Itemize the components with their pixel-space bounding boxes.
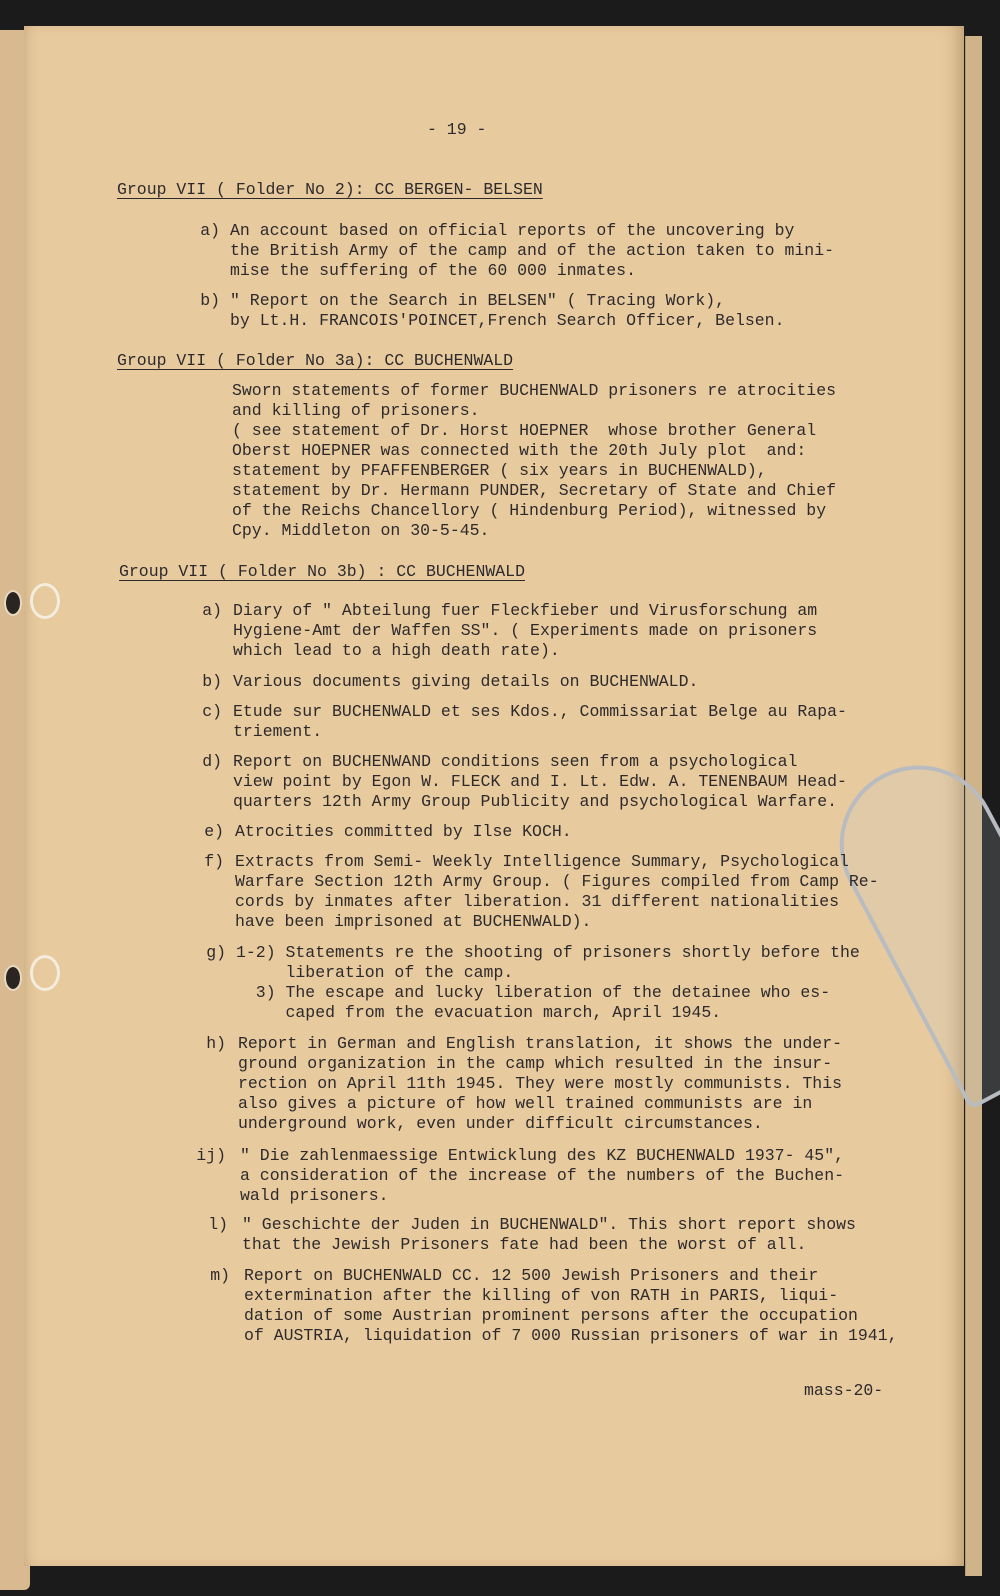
paragraph-line: of the Reichs Chancellory ( Hindenburg Period), witnessed by: [232, 501, 827, 520]
item-line: dation of some Austrian prominent persons after the occupation: [244, 1306, 858, 1325]
item-line: An account based on official reports of the uncovering by: [230, 221, 795, 240]
paragraph-line: Cpy. Middleton on 30-5-45.: [232, 521, 490, 540]
item-line: liberation of the camp.: [236, 963, 514, 982]
item-marker: c): [202, 702, 222, 721]
item-line: Report in German and English translation, it shows the under-: [238, 1034, 842, 1053]
item-line: view point by Egon W. FLECK and I. Lt. Edw. A. TENENBAUM Head-: [233, 772, 847, 791]
item-line: Etude sur BUCHENWALD et ses Kdos., Commissariat Belge au Rapa-: [233, 702, 847, 721]
item-line: a consideration of the increase of the numbers of the Buchen-: [240, 1166, 844, 1185]
item-line: cords by inmates after liberation. 31 different nationalities: [235, 892, 839, 911]
item-marker: m): [210, 1266, 230, 1285]
section-heading: Group VII ( Folder No 3a): CC BUCHENWALD: [117, 351, 514, 370]
item-line: mise the suffering of the 60 000 inmates.: [230, 261, 636, 280]
paragraph-line: and killing of prisoners.: [232, 401, 480, 420]
item-line: wald prisoners.: [240, 1186, 389, 1205]
item-line: rection on April 11th 1945. They were mostly communists. This: [238, 1074, 842, 1093]
item-line: Warfare Section 12th Army Group. ( Figures compiled from Camp Re-: [235, 872, 879, 891]
item-line: Diary of " Abteilung fuer Fleckfieber und Virusforschung am: [233, 601, 818, 620]
item-line: " Report on the Search in BELSEN" ( Tracing Work),: [230, 291, 726, 310]
paragraph-line: statement by Dr. Hermann PUNDER, Secretary of State and Chief: [232, 481, 836, 500]
item-line: caped from the evacuation march, April 1945.: [236, 1003, 722, 1022]
item-line: Report on BUCHENWALD CC. 12 500 Jewish Prisoners and their: [244, 1266, 819, 1285]
paragraph-line: statement by PFAFFENBERGER ( six years in BUCHENWALD),: [232, 461, 767, 480]
binder-ring: [30, 583, 60, 619]
item-line: extermination after the killing of von RATH in PARIS, liqui-: [244, 1286, 839, 1305]
item-line: 3) The escape and lucky liberation of the detainee who es-: [236, 983, 831, 1002]
item-line: 1-2) Statements re the shooting of prisoners shortly before the: [236, 943, 860, 962]
section-heading: Group VII ( Folder No 2): CC BERGEN- BELSEN: [117, 180, 543, 199]
item-marker: h): [206, 1034, 226, 1053]
item-line: have been imprisoned at BUCHENWALD).: [235, 912, 592, 931]
item-line: Report on BUCHENWAND conditions seen from a psychological: [233, 752, 798, 771]
item-line: of AUSTRIA, liquidation of 7 000 Russian prisoners of war in 1941,: [244, 1326, 898, 1345]
paragraph-line: Oberst HOEPNER was connected with the 20th July plot and:: [232, 441, 807, 460]
item-line: which lead to a high death rate).: [233, 641, 560, 660]
item-line: underground work, even under difficult circumstances.: [238, 1114, 763, 1133]
page-number: - 19 -: [427, 120, 487, 139]
punch-hole: [4, 965, 22, 991]
item-marker: f): [204, 852, 224, 871]
item-line: quarters 12th Army Group Publicity and psychological Warfare.: [233, 792, 837, 811]
punch-hole: [4, 590, 22, 616]
item-marker: l): [208, 1215, 228, 1234]
item-line: " Geschichte der Juden in BUCHENWALD". This short report shows: [242, 1215, 856, 1234]
item-marker: e): [204, 822, 224, 841]
item-marker: a): [200, 221, 220, 240]
item-marker: d): [202, 752, 222, 771]
item-line: by Lt.H. FRANCOIS'POINCET,French Search Officer, Belsen.: [230, 311, 785, 330]
item-marker: ij): [196, 1146, 226, 1165]
item-marker: a): [202, 601, 222, 620]
item-line: Extracts from Semi- Weekly Intelligence Summary, Psychological: [235, 852, 849, 871]
binder-ring: [30, 955, 60, 991]
item-marker: b): [202, 672, 222, 691]
item-line: that the Jewish Prisoners fate had been the worst of all.: [242, 1235, 807, 1254]
paragraph-line: Sworn statements of former BUCHENWALD prisoners re atrocities: [232, 381, 836, 400]
item-line: the British Army of the camp and of the action taken to mini-: [230, 241, 834, 260]
item-line: Various documents giving details on BUCHENWALD.: [233, 672, 699, 691]
item-line: " Die zahlenmaessige Entwicklung des KZ BUCHENWALD 1937- 45",: [240, 1146, 844, 1165]
item-marker: g): [206, 943, 226, 962]
section-heading: Group VII ( Folder No 3b) : CC BUCHENWALD: [119, 562, 525, 581]
item-line: ground organization in the camp which resulted in the insur-: [238, 1054, 833, 1073]
item-line: Hygiene-Amt der Waffen SS". ( Experiments made on prisoners: [233, 621, 818, 640]
paragraph-line: ( see statement of Dr. Horst HOEPNER whose brother General: [232, 421, 817, 440]
item-line: also gives a picture of how well trained communists are in: [238, 1094, 813, 1113]
item-line: Atrocities committed by Ilse KOCH.: [235, 822, 572, 841]
page-footer: mass-20-: [804, 1381, 884, 1400]
item-marker: b): [200, 291, 220, 310]
item-line: triement.: [233, 722, 323, 741]
